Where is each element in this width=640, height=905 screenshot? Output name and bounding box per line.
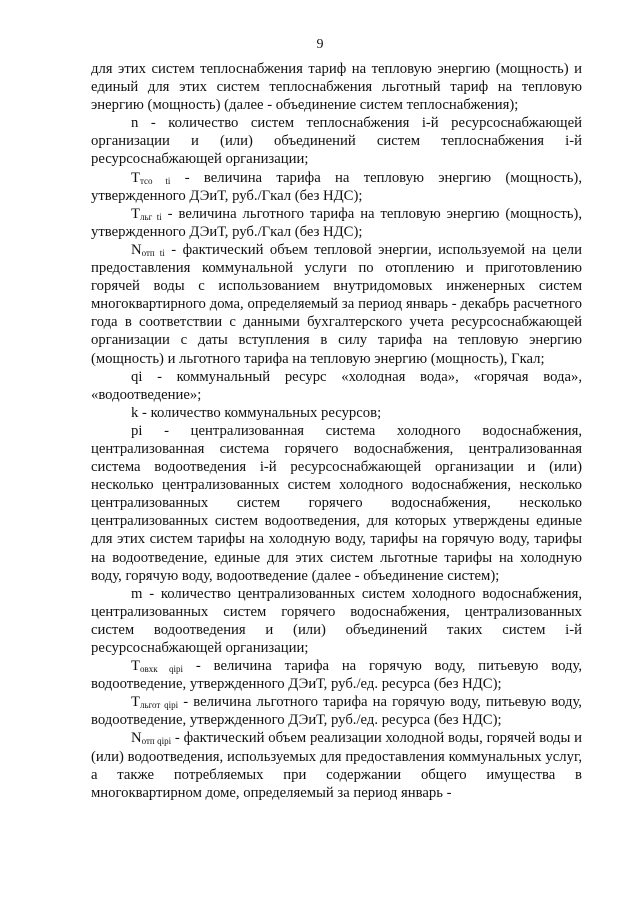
page-number: 9: [316, 37, 324, 52]
document-body: [91, 60, 582, 802]
text-run: для этих систем теплоснабжения тариф на тепловую энергию (мощность) и единый для этих систем теплоснабжения льготный тариф на тепловую энергию (мощность) (далее - объединение систем теплоснабжения);: [91, 61, 582, 114]
text-run: pi - централизованная система холодного водоснабжения, централизованная система горячего водоснабжения, централизованная система водоотведения i-й ресурсоснабжающей организации и (или) несколько централизованных систем холодного водоснабжения, несколько централизованных систем горячего водоснабжения, несколько централизованных систем водоотведения, для которых утверждены единые для этих систем тарифы на холодную воду, тарифы на горячую воду, тарифы на водоотведение, единые для этих систем льготные тарифы на холодную воду, горячую воду, водоотведение (далее - объединение систем);: [91, 422, 582, 584]
paragraph-p9: [91, 585, 582, 657]
paragraph-p7: [91, 404, 582, 422]
paragraph-p2: [91, 114, 582, 168]
paragraph-p3: [91, 169, 582, 205]
paragraph-p1: [91, 60, 582, 114]
text-run: - величина тарифа на тепловую энергию (мощность), утвержденного ДЭиТ, руб./Гкал (без НДС);: [91, 169, 582, 204]
text-run: - величина льготного тарифа на тепловую энергию (мощность), утвержденного ДЭиТ, руб./Гкал (без НДС);: [91, 205, 582, 240]
text-run: n - количество систем теплоснабжения i-й ресурсоснабжающей организации и (или) объединений систем теплоснабжения i-й ресурсоснабжающей организации;: [91, 115, 582, 168]
paragraph-p4: [91, 205, 582, 241]
text-run: N: [131, 730, 142, 747]
text-run: k - количество коммунальных ресурсов;: [131, 404, 382, 421]
subscript-text: льг ti: [139, 211, 162, 222]
paragraph-p5: [91, 241, 582, 368]
text-run: - фактический объем тепловой энергии, используемой на цели предоставления коммунальной услуги по отоплению и приготовлению горячей воды с использованием внутридомовых инженерных систем многоквартирного дома, определяемый за период январь - декабрь расчетного года в соответствии с данными бухгалтерского учета ресурсоснабжающей организации с даты вступления в силу тарифа на тепловую энергию (мощность) и льготного тарифа на тепловую энергию (мощность), Гкал;: [91, 241, 582, 367]
text-run: - величина тарифа на горячую воду, питьевую воду, водоотведение, утвержденного ДЭиТ, руб./ед. ресурса (без НДС);: [91, 658, 583, 693]
text-run: - фактический объем реализации холодной воды, горячей воды и (или) водоотведения, используемых для предоставления коммунальных услуг, а также потребляемых при содержании общего имущества в многоквартирном доме, определяемый за период январь -: [91, 730, 582, 801]
text-run: - величина льготного тарифа на горячую воду, питьевую воду, водоотведение, утвержденного ДЭиТ, руб./ед. ресурса (без НДС);: [91, 694, 582, 729]
subscript-text: отп qipi: [141, 736, 172, 747]
subscript-text: тсо ti: [139, 175, 171, 186]
paragraph-p11: [91, 693, 582, 729]
text-run: N: [131, 241, 142, 258]
text-run: Т: [131, 169, 140, 186]
subscript-text: отп ti: [141, 247, 165, 258]
paragraph-p10: [91, 657, 582, 693]
subscript-text: льгот qipi: [139, 700, 179, 711]
subscript-text: овхк qipi: [139, 664, 184, 675]
text-run: Т: [131, 694, 140, 711]
text-run: Т: [131, 658, 140, 675]
text-run: Т: [131, 205, 140, 222]
text-run: qi - коммунальный ресурс «холодная вода», «горячая вода», «водоотведение»;: [91, 368, 582, 403]
paragraph-p12: [91, 729, 582, 801]
paragraph-p6: [91, 368, 582, 404]
text-run: m - количество централизованных систем холодного водоснабжения, централизованных систем горячего водоснабжения, централизованных систем водоотведения и (или) объединений таких систем i-й ресурсоснабжающей организации;: [91, 585, 582, 656]
paragraph-p8: [91, 422, 582, 585]
